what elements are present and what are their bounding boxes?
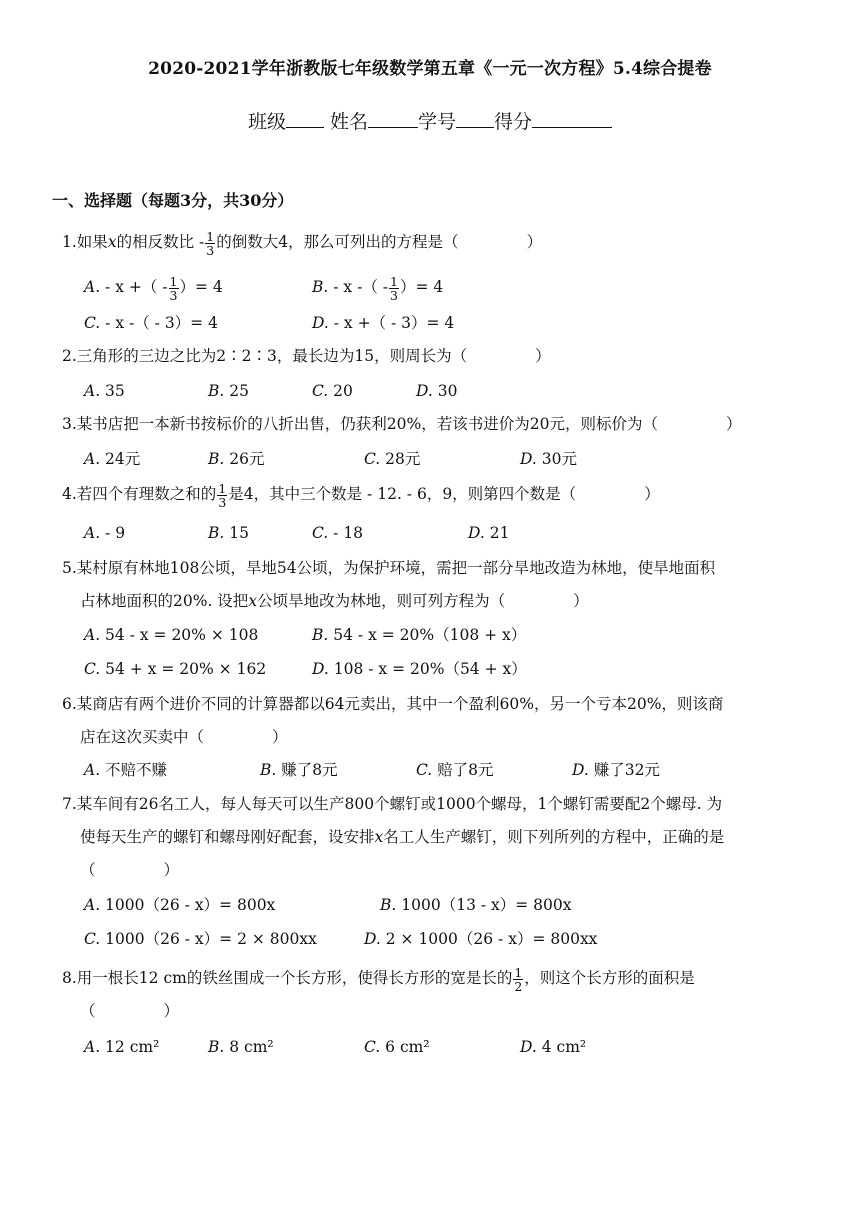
option-a: A. 12 cm² [84,1038,160,1056]
page-title: 2020-2021学年浙教版七年级数学第五章《一元一次方程》5.4综合提卷 [148,59,712,79]
option-c: C. 20 [312,382,353,400]
class-label: 班级 [247,111,286,133]
fraction-denominator: 2 [514,978,523,994]
question-text: 三角形的三边之比为2∶2∶3，最长边为15，则周长为（ [76,347,468,365]
option-d: D. 108 - x = 20%（54 + x） [312,660,527,678]
fraction [205,230,215,257]
question-4 [62,478,812,511]
question-number: 5. [62,559,77,577]
option-a: A. 54 - x = 20% × 108 [84,626,259,644]
student-info-line [0,107,860,134]
question-7 [62,788,812,887]
question-2 [62,340,812,373]
answer-paren-close: ） [644,485,660,503]
answer-paren-close: ） [163,861,180,879]
answer-paren-close: ） [526,233,543,251]
id-label: 学号 [418,111,457,133]
question-text: 占林地面积的20%. 设把 [80,592,249,610]
fraction-numerator: 1 [218,480,227,496]
question-text: ，则这个长方形的面积是 [524,969,695,987]
question-number: 6. [62,695,77,713]
option-d: D. 4 cm² [520,1038,587,1056]
variable: x [248,592,258,610]
option-d: D. 21 [468,524,510,542]
option-d: D. 30 [416,382,458,400]
option-c: C. 54 + x = 20% × 162 [84,660,267,678]
option-b: B. - x -（ - $\frac{1}{3}$ ）= 4 [312,273,444,303]
score-label: 得分 [494,111,533,133]
option-a: A. 不赔不赚 [84,761,168,779]
fraction-numerator: 1 [206,228,215,244]
option-b: B. 15 [208,524,249,542]
question-text: 某车间有26名工人，每人每天可以生产800个螺钉或1000个螺母，1个螺钉需要配2个螺母. 为 [76,795,723,813]
question-text: 某商店有两个进价不同的计算器都以64元卖出，其中一个盈利60%，另一个亏本20%，则该商 [76,695,724,713]
question-number: 4. [62,485,77,503]
option-c: C. 1000（26 - x）= 2 × 800xx [84,930,317,948]
option-b: B. 8 cm² [208,1038,274,1056]
section-title: 一、选择题（每题3分，共30分） [52,191,294,210]
question-text: 用一根长12 cm的铁丝围成一个长方形，使得长方形的宽是长的 [76,969,513,987]
name-blank [368,109,418,128]
answer-paren-close: ） [535,347,551,365]
question-text: 若四个有理数之和的 [76,485,217,503]
answer-paren-open: （ [80,861,96,879]
option-c: C. - 18 [312,524,364,542]
question-text: 是4，其中三个数是 - 12. - 6，9，则第四个数是（ [228,485,577,503]
question-text: 某村原有林地108公顷，旱地54公顷，为保护环境，需把一部分旱地改造为林地，使旱地面积 [76,559,716,577]
answer-paren-close: ） [573,592,589,610]
option-d: D. 2 × 1000（26 - x）= 800xx [364,930,598,948]
option-a: A. 1000（26 - x）= 800x [84,896,276,914]
answer-paren-close: ） [163,1002,180,1020]
question-8 [62,962,812,1028]
option-a: A. - x +（ - $\frac{1}{3}$ ）= 4 [84,273,223,303]
question-6 [62,688,812,754]
question-number: 1. [62,233,77,251]
question-1 [62,226,812,259]
option-d: D. 赚了32元 [572,761,660,779]
question-text: 店在这次买卖中（ [80,728,205,746]
option-b: B. 54 - x = 20%（108 + x） [312,626,527,644]
answer-paren-open: （ [80,1002,96,1020]
option-c: C. 28元 [364,450,421,468]
question-text: 的相反数比 - [116,233,205,251]
option-b: B. 26元 [208,450,265,468]
option-c: C. 6 cm² [364,1038,430,1056]
option-b: B. 25 [208,382,249,400]
question-number: 2. [62,347,77,365]
id-blank [456,109,494,128]
option-a: A. 35 [84,382,125,400]
question-number: 7. [62,795,77,813]
answer-paren-close: ） [725,415,742,433]
question-text: 如果 [76,233,108,251]
option-c: C. 赔了8元 [416,761,494,779]
option-a: A. 24元 [84,450,141,468]
question-3 [62,408,812,441]
question-text: 某书店把一本新书按标价的八折出售，仍获利20%，若该书进价为20元，则标价为（ [76,415,658,433]
fraction-numerator: 1 [514,964,523,980]
question-text: 的倒数大4，那么可列出的方程是（ [216,233,459,251]
answer-paren-close: ） [272,728,288,746]
option-d: D. 30元 [520,450,577,468]
fraction-denominator: 3 [218,494,227,510]
class-blank [286,109,324,128]
option-b: B. 1000（13 - x）= 800x [380,896,572,914]
question-5 [62,552,812,618]
question-number: 8. [62,969,77,987]
option-d: D. - x +（ - 3）= 4 [312,314,455,332]
question-text: 名工人生产螺钉，则下列所列的方程中，正确的是 [383,828,725,846]
question-number: 3. [62,415,77,433]
option-b: B. 赚了8元 [260,761,338,779]
variable: x [107,233,117,251]
fraction [513,966,523,993]
question-text: 使每天生产的螺钉和螺母刚好配套，设安排 [80,828,375,846]
question-text: 公顷旱地改为林地，则可列方程为（ [257,592,506,610]
fraction [217,482,227,509]
option-c: C. - x -（ - 3）= 4 [84,314,218,332]
name-label: 姓名 [330,111,369,133]
variable: x [374,828,384,846]
score-blank [532,109,612,128]
option-a: A. - 9 [84,524,126,542]
fraction-denominator: 3 [206,242,215,258]
